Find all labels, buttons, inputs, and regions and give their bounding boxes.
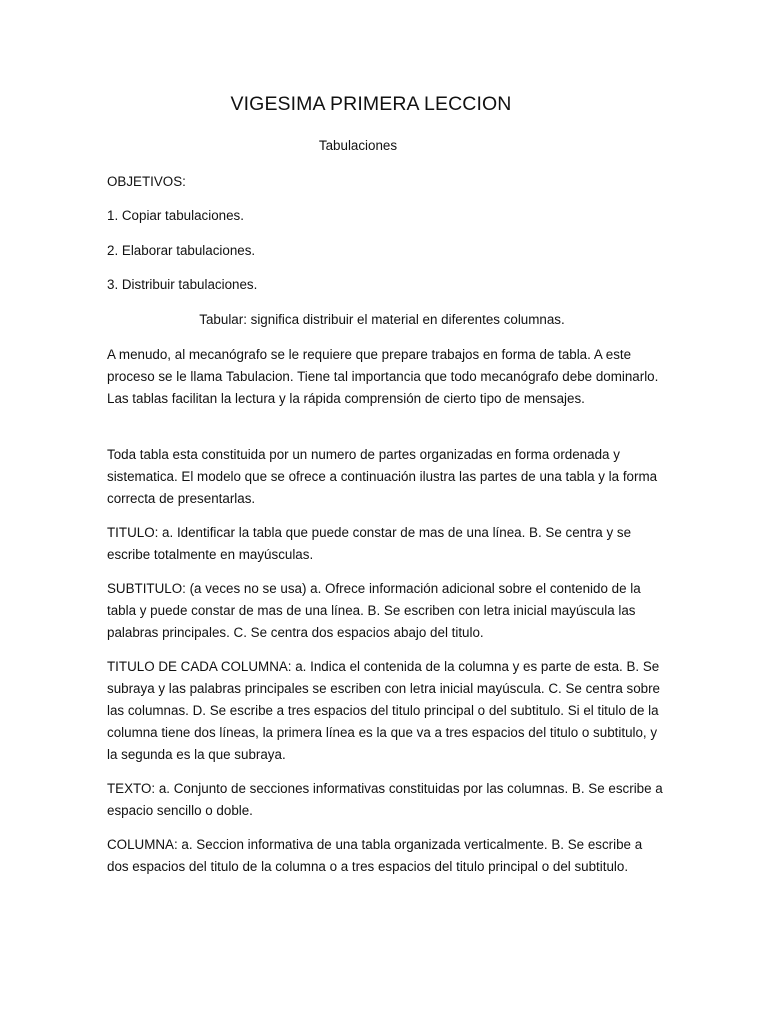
paragraph-subtitulo: SUBTITULO: (a veces no se usa) a. Ofrece información adicional sobre el contenido de la tabla y puede constar de mas de una línea. B. Se escriben con letra inicial mayúscula las palabras principales. C. Se centra dos espacios abajo del titulo. bbox=[107, 581, 641, 640]
objective-item: 1. Copiar tabulaciones. bbox=[107, 208, 244, 223]
document-title: VIGESIMA PRIMERA LECCION bbox=[230, 93, 512, 115]
objectives-heading: OBJETIVOS: bbox=[107, 174, 186, 189]
objective-item: 2. Elaborar tabulaciones. bbox=[107, 243, 256, 258]
document-subtitle: Tabulaciones bbox=[318, 138, 398, 153]
paragraph-intro: A menudo, al mecanógrafo se le requiere que prepare trabajos en forma de tabla. A este proceso se le llama Tabulacion. Tiene tal importancia que todo mecanógrafo debe dominarlo. Las tablas facilitan la lectura y la rápida comprensión de cierto tipo de mensajes. bbox=[107, 347, 659, 406]
paragraph-columna: COLUMNA: a. Seccion informativa de una tabla organizada verticalmente. B. Se escribe a dos espacios del titulo de la columna o a tres espacios del titulo principal o del subtitulo. bbox=[107, 837, 643, 874]
objective-item: 3. Distribuir tabulaciones. bbox=[107, 277, 258, 292]
definition-line: Tabular: significa distribuir el material en diferentes columnas. bbox=[199, 312, 565, 327]
paragraph-titulo-columna: TITULO DE CADA COLUMNA: a. Indica el contenida de la columna y es parte de esta. B. Se subraya y las palabras principales se escriben con letra inicial mayúscula. C. Se centra sobre las columnas. D. Se escribe a tres espacios del titulo principal o del subtitulo. Si el titulo de la columna tiene dos líneas, la primera línea es la que va a tres espacios del titulo o subtitulo, y la segunda es la que subraya. bbox=[107, 659, 661, 762]
paragraph-table-parts: Toda tabla esta constituida por un numero de partes organizadas en forma ordenada y sistematica. El modelo que se ofrece a continuación ilustra las partes de una tabla y la forma correcta de presentarlas. bbox=[107, 447, 658, 506]
paragraph-titulo: TITULO: a. Identificar la tabla que puede constar de mas de una línea. B. Se centra y se escribe totalmente en mayúsculas. bbox=[107, 525, 632, 562]
paragraph-texto: TEXTO: a. Conjunto de secciones informativas constituidas por las columnas. B. Se escribe a espacio sencillo o doble. bbox=[107, 781, 663, 818]
